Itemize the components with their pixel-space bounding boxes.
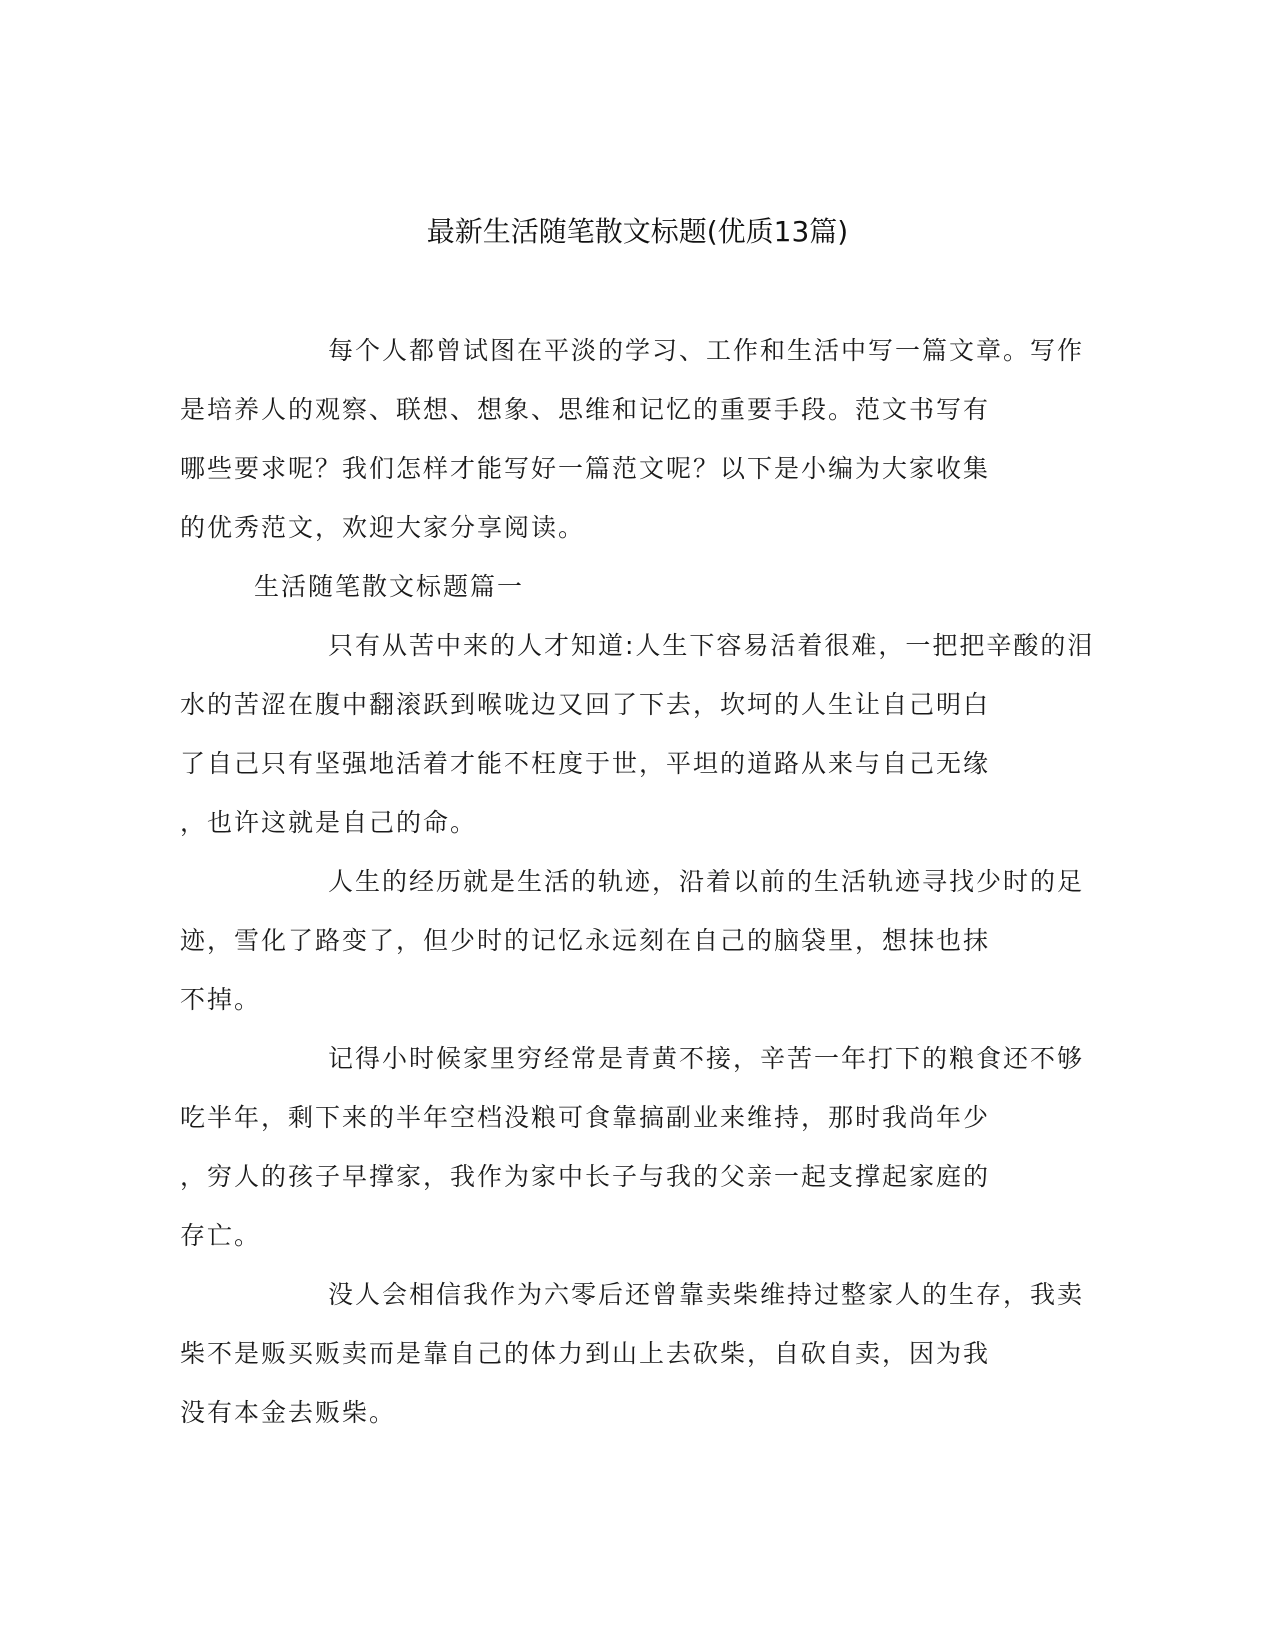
text-line: 没有本金去贩柴。 bbox=[180, 1398, 397, 1427]
text-line: 了自己只有坚强地活着才能不枉度于世，平坦的道路从来与自己无缘 bbox=[180, 749, 991, 778]
text-line: 吃半年，剩下来的半年空档没粮可食靠搞副业来维持，那时我尚年少 bbox=[180, 1103, 991, 1132]
text-line: 迹，雪化了路变了，但少时的记忆永远刻在自己的脑袋里，想抹也抹 bbox=[180, 926, 991, 955]
section-heading: 生活随笔散文标题篇一 bbox=[254, 572, 525, 601]
text-line: 柴不是贩买贩卖而是靠自己的体力到山上去砍柴，自砍自卖，因为我 bbox=[180, 1339, 991, 1368]
text-line: 存亡。 bbox=[180, 1221, 262, 1250]
text-line: 人生的经历就是生活的轨迹，沿着以前的生活轨迹寻找少时的足 bbox=[328, 867, 1085, 896]
text-line: ，也许这就是自己的命。 bbox=[180, 808, 478, 837]
text-line: ，穷人的孩子早撑家，我作为家中长子与我的父亲一起支撑起家庭的 bbox=[180, 1162, 991, 1191]
body-paragraph bbox=[180, 852, 1085, 1029]
document-body bbox=[180, 321, 1095, 1442]
text-line: 没人会相信我作为六零后还曾靠卖柴维持过整家人的生存，我卖 bbox=[328, 1280, 1085, 1309]
text-line: 是培养人的观察、联想、想象、思维和记忆的重要手段。范文书写有 bbox=[180, 395, 991, 424]
body-paragraph bbox=[180, 1029, 1085, 1265]
body-paragraph bbox=[180, 1265, 1085, 1442]
intro-paragraph bbox=[180, 321, 1085, 557]
text-line: 不掉。 bbox=[180, 985, 262, 1014]
text-line: 水的苦涩在腹中翻滚跃到喉咙边又回了下去，坎坷的人生让自己明白 bbox=[180, 690, 991, 719]
body-paragraph bbox=[180, 616, 1095, 852]
text-line: 的优秀范文，欢迎大家分享阅读。 bbox=[180, 513, 586, 542]
text-line: 只有从苦中来的人才知道:人生下容易活着很难，一把把辛酸的泪 bbox=[328, 631, 1095, 660]
text-line: 每个人都曾试图在平淡的学习、工作和生活中写一篇文章。写作 bbox=[328, 336, 1085, 365]
text-line: 哪些要求呢？我们怎样才能写好一篇范文呢？以下是小编为大家收集 bbox=[180, 454, 991, 483]
text-line: 记得小时候家里穷经常是青黄不接，辛苦一年打下的粮食还不够 bbox=[328, 1044, 1085, 1073]
document-title: 最新生活随笔散文标题(优质13篇) bbox=[426, 215, 849, 248]
